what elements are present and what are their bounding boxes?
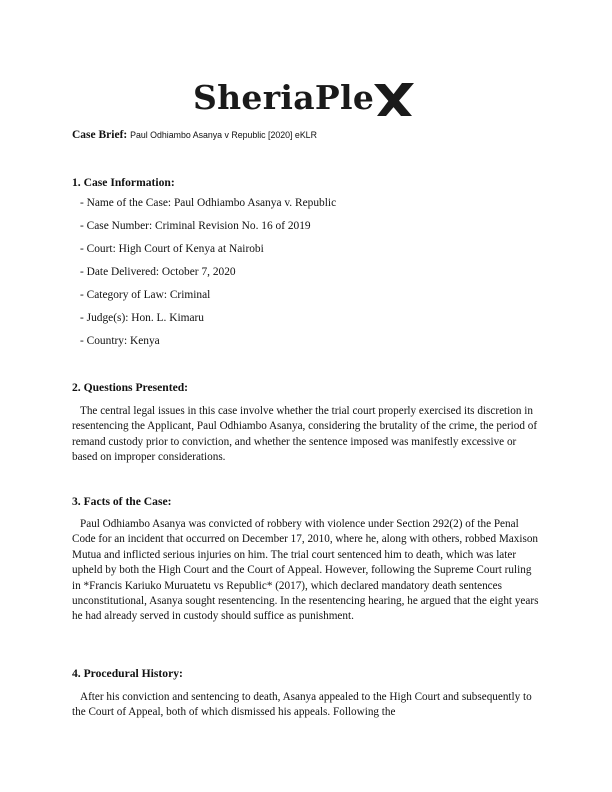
case-brief-label: Case Brief: [72,129,128,141]
facts-paragraph: Paul Odhiambo Asanya was convicted of robbery with violence under Section 292(2) of the Penal Code for an incident that occurred on December 17, 2010, where he, along with others, robbed Maxison Mutua and inflicted serious injuries on him. The trial court sentenced him to death, which was later upheld by both the High Court and the Court of Appeal. However, following the Supreme Court ruling in *Francis Kariuko Muruatetu vs Republic* (2017), which declared mandatory death sentences unconstitutional, Asanya sought resentencing. In the resentencing hearing, he argued that the eight years he had already served in custody should suffice as punishment. [72,518,539,623]
case-information-list [80,196,336,357]
x-logo-mark-icon [372,82,416,118]
section-heading-procedural-history: 4. Procedural History: [72,667,183,680]
sheriaplex-logo [0,78,612,122]
judges-item: - Judge(s): Hon. L. Kimaru [80,312,205,324]
case-brief-line [72,128,317,142]
country-item: - Country: Kenya [80,335,160,347]
court-item: - Court: High Court of Kenya at Nairobi [80,243,264,255]
section-heading-case-information: 1. Case Information: [72,176,175,189]
section-heading-facts: 3. Facts of the Case: [72,495,172,508]
questions-presented-paragraph: The central legal issues in this case involve whether the trial court properly exercised its discretion in resentencing the Applicant, Paul Odhiambo Asanya, considering the brutality of the crime, the period of remand custody prior to conviction, and whether the sentence imposed was manifestly excessive or based on improper considerations. [72,405,538,464]
case-name-item: - Name of the Case: Paul Odhiambo Asanya v. Republic [80,197,337,209]
section-heading-questions-presented: 2. Questions Presented: [72,381,189,394]
date-delivered-item: - Date Delivered: October 7, 2020 [80,266,236,278]
case-brief-title: Paul Odhiambo Asanya v Republic [2020] eKLR [130,130,317,140]
category-of-law-item: - Category of Law: Criminal [80,289,211,301]
procedural-history-paragraph: After his conviction and sentencing to death, Asanya appealed to the High Court and subsequently to the Court of Appeal, both of which dismissed his appeals. Following the [72,691,532,719]
logo-wordmark: SheriaPle [193,78,375,117]
case-number-item: - Case Number: Criminal Revision No. 16 of 2019 [80,220,311,232]
